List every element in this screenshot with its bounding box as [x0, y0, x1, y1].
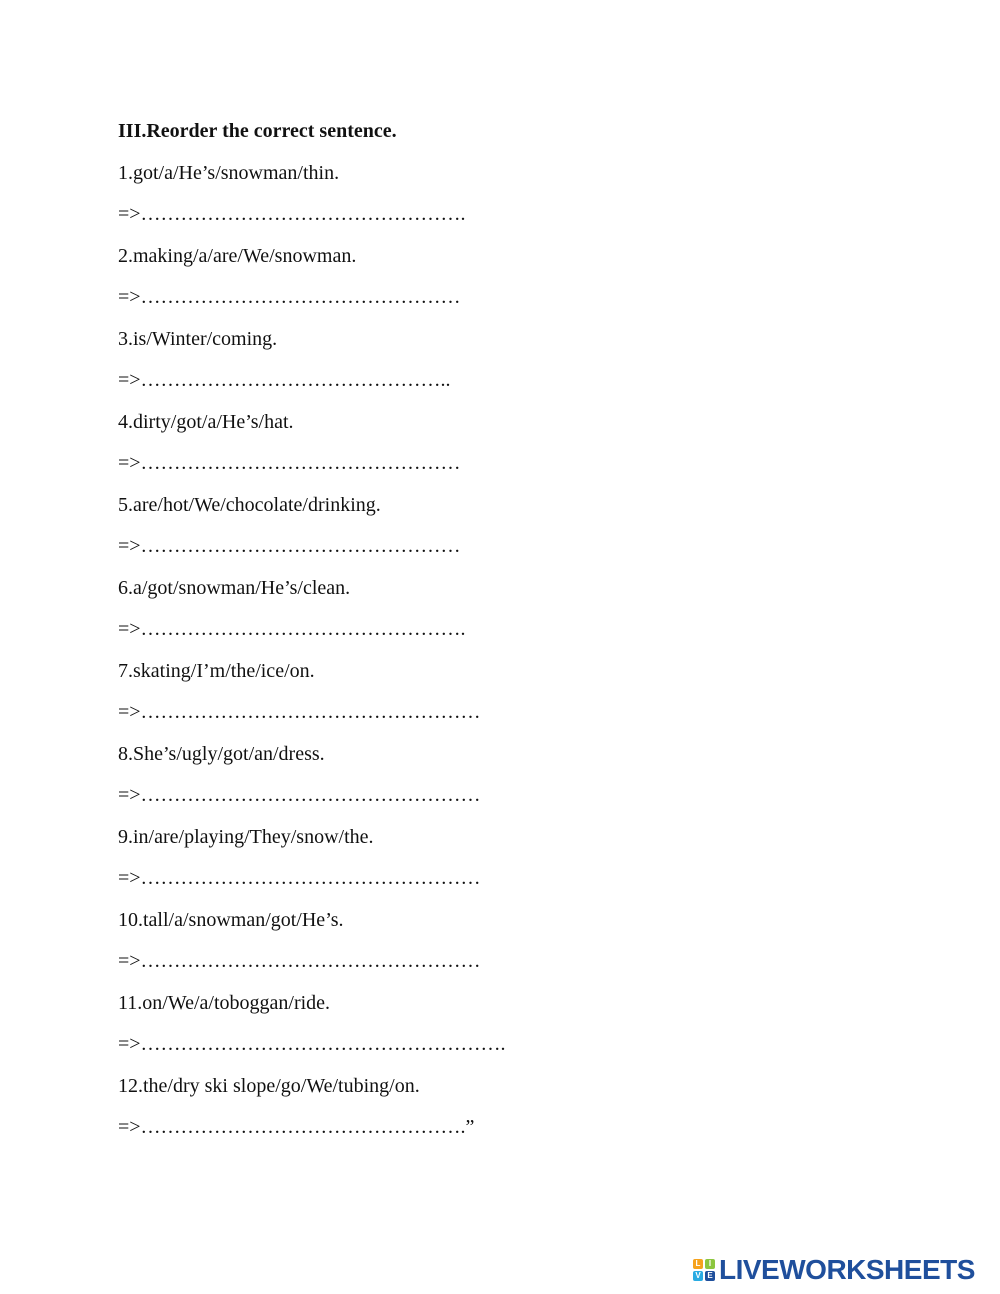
question-item — [118, 906, 918, 976]
question-text: 2.making/a/are/We/snowman. — [118, 244, 357, 267]
answer-line[interactable]: =>…………………………………………. — [118, 618, 466, 640]
question-text: 5.are/hot/We/chocolate/drinking. — [118, 493, 381, 516]
answer-line[interactable]: =>………………………………………….” — [118, 1116, 475, 1138]
question-item — [118, 574, 918, 644]
question-item — [118, 1072, 918, 1142]
question-item — [118, 491, 918, 561]
worksheet — [118, 117, 918, 1155]
question-text: 8.She’s/ugly/got/an/dress. — [118, 742, 325, 765]
question-text: 6.a/got/snowman/He’s/clean. — [118, 576, 351, 599]
answer-line[interactable]: =>……………………………………….. — [118, 369, 451, 391]
question-item — [118, 242, 918, 312]
answer-line[interactable]: =>………………………………………… — [118, 452, 461, 474]
worksheet-title: III.Reorder the correct sentence. — [118, 120, 397, 142]
answer-line[interactable]: =>…………………………………………. — [118, 203, 466, 225]
question-item — [118, 823, 918, 893]
question-item — [118, 989, 918, 1059]
liveworksheets-wordmark: LIVEWORKSHEETS — [719, 1254, 975, 1285]
answer-line[interactable]: =>………………………………………… — [118, 286, 461, 308]
question-text: 7.skating/I’m/the/ice/on. — [118, 659, 315, 682]
question-text: 3.is/Winter/coming. — [118, 327, 278, 350]
question-text: 11.on/We/a/toboggan/ride. — [118, 991, 331, 1014]
liveworksheets-logo — [693, 1254, 975, 1286]
answer-line[interactable]: =>…………………………………………… — [118, 784, 481, 806]
question-text: 9.in/are/playing/They/snow/the. — [118, 825, 374, 848]
answer-line[interactable]: =>…………………………………………… — [118, 867, 481, 889]
question-item — [118, 740, 918, 810]
question-item — [118, 657, 918, 727]
logo-tile-i: I — [705, 1259, 715, 1269]
answer-line[interactable]: =>………………………………………………. — [118, 1033, 506, 1055]
question-text: 10.tall/a/snowman/got/He’s. — [118, 908, 344, 931]
answer-line[interactable]: =>…………………………………………… — [118, 950, 481, 972]
question-text: 12.the/dry ski slope/go/We/tubing/on. — [118, 1074, 420, 1097]
logo-tile-l: L — [693, 1259, 703, 1269]
answer-line[interactable]: =>…………………………………………… — [118, 701, 481, 723]
question-text: 4.dirty/got/a/He’s/hat. — [118, 410, 294, 433]
question-item — [118, 325, 918, 395]
question-item — [118, 159, 918, 229]
answer-line[interactable]: =>………………………………………… — [118, 535, 461, 557]
logo-tile-e: E — [705, 1271, 715, 1281]
liveworksheets-logo-icon — [693, 1259, 715, 1281]
question-item — [118, 408, 918, 478]
question-list — [118, 159, 918, 1142]
question-text: 1.got/a/He’s/snowman/thin. — [118, 161, 340, 184]
logo-tile-v: V — [693, 1271, 703, 1281]
